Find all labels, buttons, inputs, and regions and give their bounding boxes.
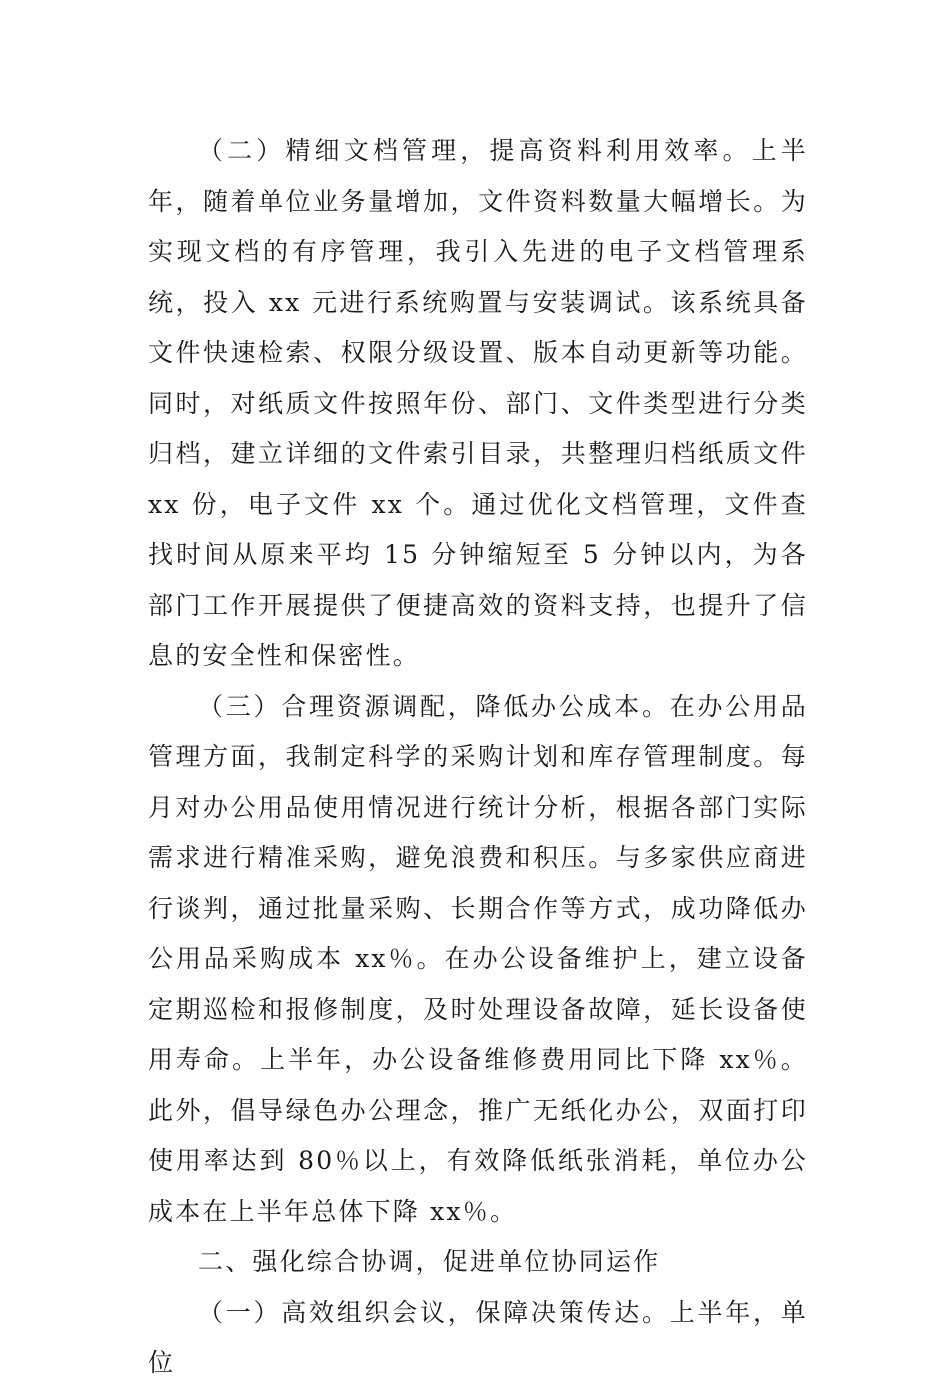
paragraph-document-management: （二）精细文档管理，提高资料利用效率。上半年，随着单位业务量增加，文件资料数量大幅增长。为实现文档的有序管理，我引入先进的电子文档管理系统，投入 xx 元进行系统购置与安装调试。该系统具备文件快速检索、权限分级设置、版本自动更新等功能。同时，对纸质文件按照年份、部门、文件类型进行分类归档，建立详细的文件索引目录，共整理归档纸质文件 xx 份，电子文件 xx 个。通过优化文档管理，文件查找时间从原来平均 15 分钟缩短至 5 分钟以内，为各部门工作开展提供了便捷高效的资料支持，也提升了信息的安全性和保密性。 bbox=[148, 136, 808, 670]
section-heading: 二、强化综合协调，促进单位协同运作 bbox=[198, 1247, 661, 1276]
paragraph-meeting-organization: （一）高效组织会议，保障决策传达。上半年，单位 bbox=[148, 1297, 808, 1377]
paragraph-resource-allocation: （三）合理资源调配，降低办公成本。在办公用品管理方面，我制定科学的采购计划和库存管理制度。每月对办公用品使用情况进行统计分析，根据各部门实际需求进行精准采购，避免浪费和积压。与多家供应商进行谈判，通过批量采购、长期合作等方式，成功降低办公用品采购成本 xx％。在办公设备维护上，建立设备定期巡检和报修制度，及时处理设备故障，延长设备使用寿命。上半年，办公设备维修费用同比下降 xx％。此外，倡导绿色办公理念，推广无纸化办公，双面打印使用率达到 80％以上，有效降低纸张消耗，单位办公成本在上半年总体下降 xx％。 bbox=[148, 691, 808, 1226]
document-body bbox=[148, 126, 808, 1389]
